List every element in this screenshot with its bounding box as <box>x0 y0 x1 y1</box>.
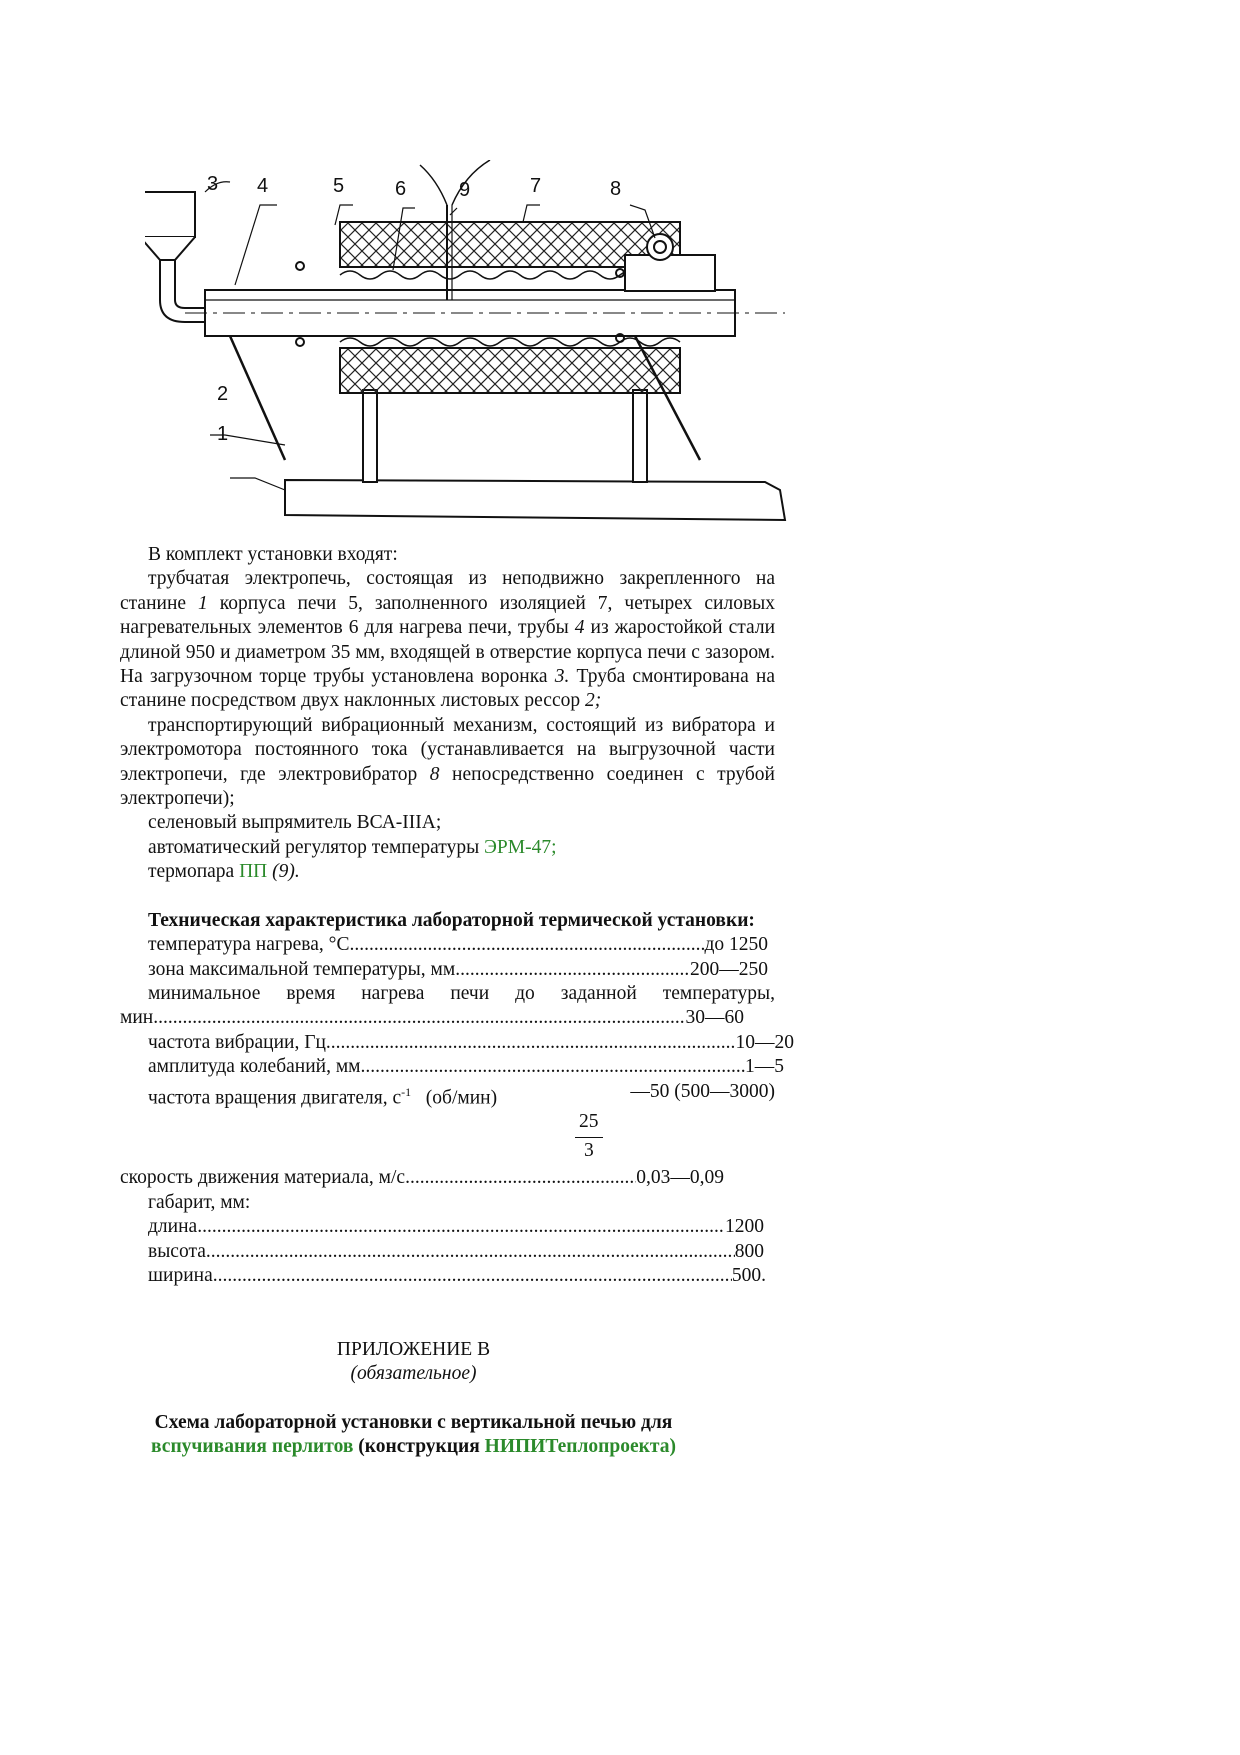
furnace-diagram <box>145 160 795 530</box>
paragraph-rectifier: селеновый выпрямитель ВСА-IIIА; <box>148 812 442 834</box>
appendix-subtitle: (обязательное) <box>350 1363 477 1385</box>
spec-zone: зона максимальной температуры, мм ..... 200—250 <box>120 958 768 982</box>
paragraph-furnace: трубчатая электропечь, состоящая из неподвижно закрепленного на станине 1 корпуса печи 5, заполненного изоляцией 7, четырех силовых нагревательных элементов 6 для нагрева печи, трубы 4 из жаростойкой стали длиной 950 и диаметром 35 мм, входящей в отверстие корпуса печи с зазором. На загрузочном торце трубы установлена воронка 3. Труба смонтирована на станине посредством двух наклонных листовых рессор 2; <box>120 568 776 712</box>
spec-rotation: частота вращения двигателя, $с^{-1}$ (об/мин) —50 (500—3000) <box>148 1080 775 1109</box>
spec-frequency: частота вибрации, Гц ..... 10—20 <box>120 1031 794 1055</box>
link-perlite[interactable]: вспучивания перлитов <box>151 1436 354 1458</box>
link-nipiteploproekt[interactable]: НИПИТеплопроекта) <box>484 1436 676 1458</box>
label-2: 2 <box>217 383 229 405</box>
appendix-heading <box>120 1338 775 1387</box>
label-6: 6 <box>395 178 407 200</box>
furnace-drawing <box>145 160 795 530</box>
spec-amplitude: амплитуда колебаний, мм ..... 1—5 <box>120 1055 784 1079</box>
label-3: 3 <box>207 173 219 195</box>
caption-line-2: вспучивания перлитов (конструкция НИПИТеплопроекта) <box>151 1436 676 1458</box>
paragraph-vibration: транспортирующий вибрационный механизм, состоящий из вибратора и электромотора постоянного тока (устанавливается на выгрузочной части электропечи, где электровибратор 8 непосредственно соединен с трубой электропечи); <box>120 714 775 810</box>
paragraph-regulator: автоматический регулятор температуры ЭРМ-47; <box>148 836 557 858</box>
caption-line-1: Схема лабораторной установки с вертикальной печью для <box>154 1412 673 1433</box>
spec-width: ширина ..... 500. <box>120 1264 766 1288</box>
label-5: 5 <box>333 175 345 197</box>
label-4: 4 <box>257 175 269 197</box>
spec-dims-label: габарит, мм: <box>148 1191 251 1213</box>
appendix-title: ПРИЛОЖЕНИЕ В <box>336 1339 491 1360</box>
link-pp[interactable]: ПП <box>239 861 268 883</box>
paragraph-thermocouple: термопара ПП (9). <box>148 861 300 883</box>
figure-caption <box>120 1411 775 1460</box>
spec-temperature: температура нагрева, °С ..... до 1250 <box>120 933 768 957</box>
rotation-fraction: 25 3 <box>120 1110 775 1166</box>
label-7: 7 <box>530 175 542 197</box>
spec-speed: скорость движения материала, м/с ..... 0,03—0,09 <box>120 1166 724 1190</box>
spec-height: высота ..... 800 <box>120 1240 764 1264</box>
spec-time-label: минимальное время нагрева печи до заданной температуры, <box>148 982 775 1004</box>
link-erm47[interactable]: ЭРМ-47; <box>484 836 557 858</box>
label-8: 8 <box>610 178 622 200</box>
intro-line: В комплект установки входят: <box>148 544 398 565</box>
specs-heading: Техническая характеристика лабораторной термической установки: <box>148 909 755 931</box>
label-9: 9 <box>459 179 471 201</box>
body-text <box>120 543 794 1288</box>
label-1: 1 <box>217 423 229 445</box>
spec-length: длина ..... 1200 <box>120 1215 764 1239</box>
spec-time: мин ..... 30—60 <box>120 1006 744 1030</box>
